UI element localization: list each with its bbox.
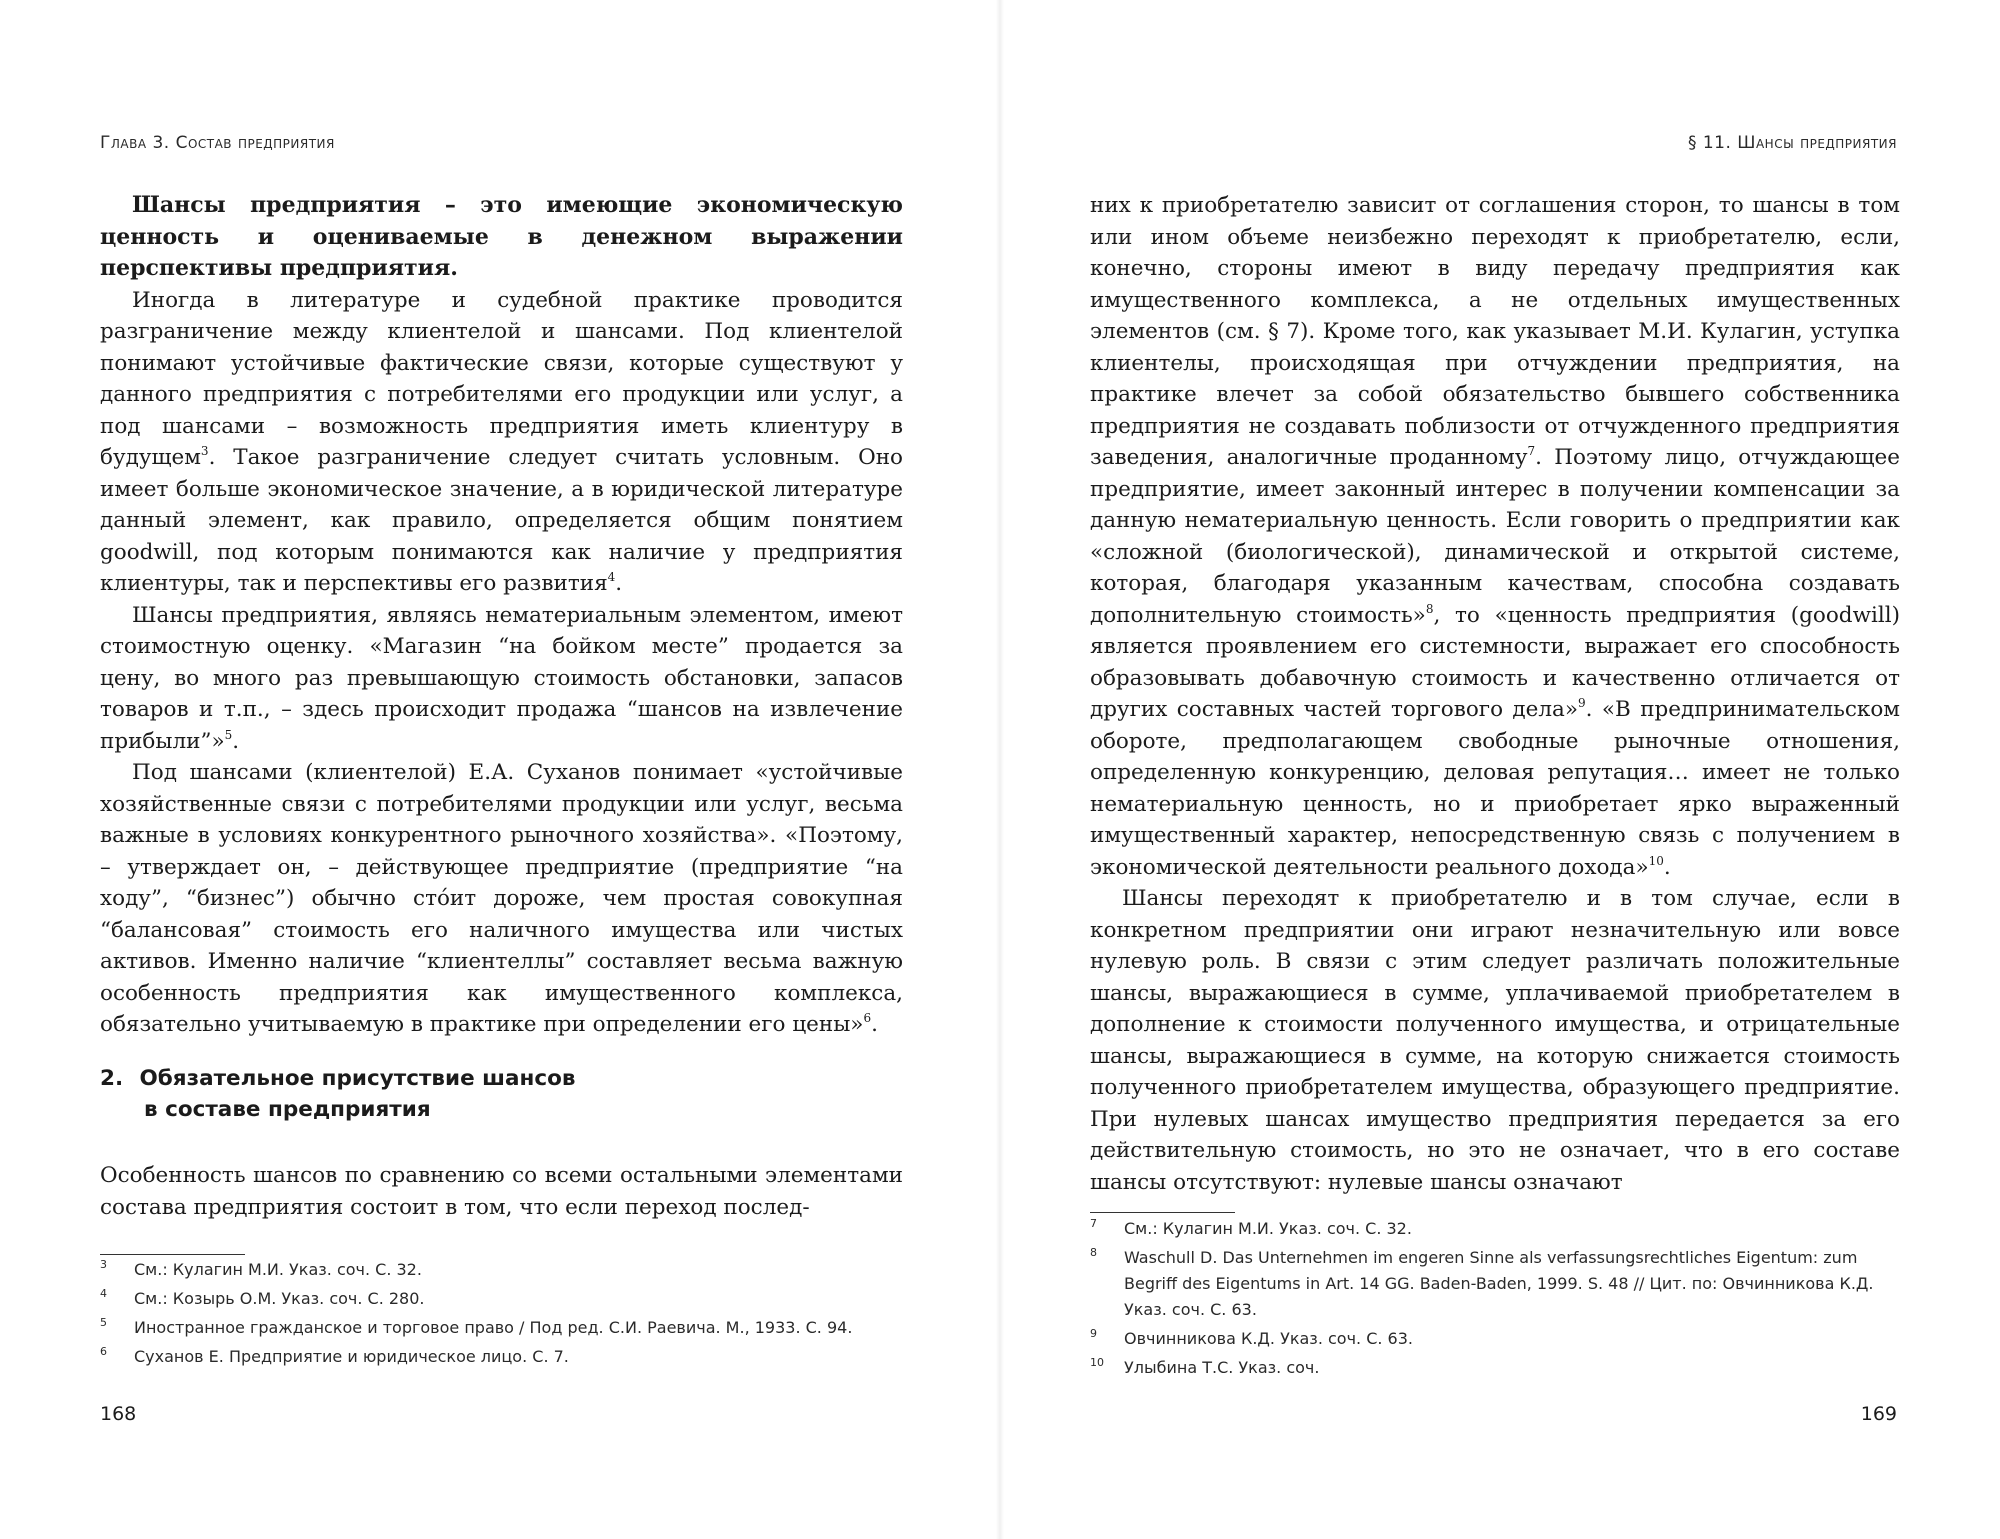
footnote: 4 См.: Козырь О.М. Указ. соч. С. 280. xyxy=(100,1287,425,1308)
paragraph-clientele: Иногда в литературе и судебной практике проводится разграничение между клиентелой и шансами. Под клиентелой понимают устойчивые фактические связи, которые существуют у данного предприятия с потребителями его продукции или услуг, а под шансами – возможность предприятия иметь клиентуру в будущем$^3$. Такое разграничение следует считать условным. Оно имеет больше экономическое значение, а в юридической литературе данный элемент, как правило, определяется общим понятием goodwill, под которым понимаются как наличие у предприятия клиентуры, так и перспективы его развития$^4$. xyxy=(100,287,903,596)
footnote-ref-10[interactable]: 10 xyxy=(1648,853,1664,868)
running-head-chapter: Глава 3. Состав предприятия xyxy=(100,133,335,153)
paragraph-valuation: Шансы предприятия, являясь нематериальным элементом, имеют стоимостную оценку. «Магазин “на бойком месте” продается за цену, во много раз превышающую стоимость обстановки, запасов товаров и т.п., – здесь происходит продажа “шансов на извлечение прибыли”»$^5$. xyxy=(100,602,903,754)
left-section-text xyxy=(100,1160,903,1223)
footnotes-right xyxy=(1090,1216,1900,1384)
footnote: 8 Waschull D. Das Unternehmen im engeren Sinne als verfassungsrechtliches Eigentum: zum Begriff des Eigentums in Art. 14 GG. Baden-Baden, 1999. S. 48 // Цит. по: Овчинникова К.Д. Указ. соч. С. 63. xyxy=(1090,1246,1874,1319)
footnote: 5 Иностранное гражданское и торговое право / Под ред. С.И. Раевича. М., 1933. С. 94. xyxy=(100,1316,853,1337)
footnote-ref-3[interactable]: 3 xyxy=(200,444,209,458)
paragraph-peculiarity: Особенность шансов по сравнению со всеми остальными элементами состава предприятия состоит в том, что если переход послед- xyxy=(100,1163,903,1220)
footnote: 7 См.: Кулагин М.И. Указ. соч. С. 32. xyxy=(1090,1217,1412,1238)
paragraph-sukhanov: Под шансами (клиентелой) Е.А. Суханов понимает «устойчивые хозяйственные связи с потребителями продукции или услуг, весьма важные в условиях конкурентного рыночного хозяйства». «Поэтому, – утверждает он, – действующее предприятие (предприятие “на ходу”, “бизнес”) обычно стóит дороже, чем простая совокупная “балансовая” стоимость его наличного имущества или чистых активов. Именно наличие “клиентеллы” составляет весьма важную особенность предприятия как имущественного комплекса, обязательно учитываемую в практике при определении его цены»$^6$. xyxy=(100,760,903,1037)
footnote-ref-6[interactable]: 6 xyxy=(863,1011,872,1025)
footnote: 10 Улыбина Т.С. Указ. соч. xyxy=(1090,1356,1320,1377)
thesis-definition: Шансы предприятия – это имеющие экономическую ценность и оцениваемые в денежном выражении перспективы предприятия. xyxy=(100,192,903,281)
footnotes-left xyxy=(100,1257,910,1373)
footnote-ref-5[interactable]: 5 xyxy=(224,727,233,742)
footnote: 3 См.: Кулагин М.И. Указ. соч. С. 32. xyxy=(100,1258,422,1279)
footnote-rule xyxy=(100,1254,245,1255)
footnote-ref-8[interactable]: 8 xyxy=(1425,601,1434,616)
footnote-ref-9[interactable]: 9 xyxy=(1578,696,1586,710)
page-number-left: 168 xyxy=(100,1403,137,1425)
section-title-line1: Обязательное присутствие шансов xyxy=(139,1066,576,1091)
paragraph-transfer: них к приобретателю зависит от соглашения сторон, то шансы в том или ином объеме неизбежно переходят к приобретателю, если, конечно, стороны имеют в виду передачу предприятия как имущественного комплекса, а не отдельных имущественных элементов (см. § 7). Кроме того, как указывает М.И. Кулагин, уступка клиентелы, происходящая при отчуждении предприятия, на практике влечет за собой обязательство бывшего собственника предприятия не создавать поблизости от отчужденного предприятия заведения, аналогичные проданному$^7$. Поэтому лицо, отчуждающее предприятие, имеет законный интерес в получении компенсации за данную нематериальную ценность. Если говорить о предприятии как «сложной (биологической), динамической и открытой системе, которая, благодаря указанным качествам, способна создавать дополнительную стоимость»$^8$, то «ценность предприятия (goodwill) является проявлением его системности, выражает его способность образовывать добавочную стоимость и качественно отличается от других составных частей торгового дела»$^9$. «В предпринимательском обороте, предполагающем свободные рыночные отношения, определенную конкуренцию, деловая репутация… имеет не только нематериальную ценность, но и приобретает ярко выраженный имущественный характер, непосредственную связь с получением в экономической деятельности реального дохода»$^{10}$. xyxy=(1090,193,1900,880)
running-head-section: § 11. Шансы предприятия xyxy=(1687,133,1897,153)
section-title-line2: в составе предприятия xyxy=(144,1097,431,1122)
section-heading xyxy=(100,1063,575,1125)
footnote-ref-4[interactable]: 4 xyxy=(607,570,616,584)
footnote-rule xyxy=(1090,1212,1235,1213)
section-number: 2. xyxy=(100,1066,124,1091)
left-body-text xyxy=(100,190,903,1041)
footnote: 9 Овчинникова К.Д. Указ. соч. С. 63. xyxy=(1090,1327,1413,1348)
paragraph-zero-chances: Шансы переходят к приобретателю и в том случае, если в конкретном предприятии они играют незначительную или вовсе нулевую роль. В связи с этим следует различать положительные шансы, выражающиеся в сумме, уплачиваемой приобретателем в дополнение к стоимости полученного имущества, и отрицательные шансы, выражающиеся в сумме, на которую снижается стоимость полученного приобретателем имущества, образующего предприятие. При нулевых шансах имущество предприятия передается за его действительную стоимость, но это не означает, что в его составе шансы отсутствуют: нулевые шансы означают xyxy=(1090,886,1900,1195)
footnote: 6 Суханов Е. Предприятие и юридическое лицо. С. 7. xyxy=(100,1345,569,1366)
footnote-ref-7[interactable]: 7 xyxy=(1527,444,1536,458)
right-body-text xyxy=(1090,190,1900,1198)
page-number-right: 169 xyxy=(1860,1403,1897,1425)
